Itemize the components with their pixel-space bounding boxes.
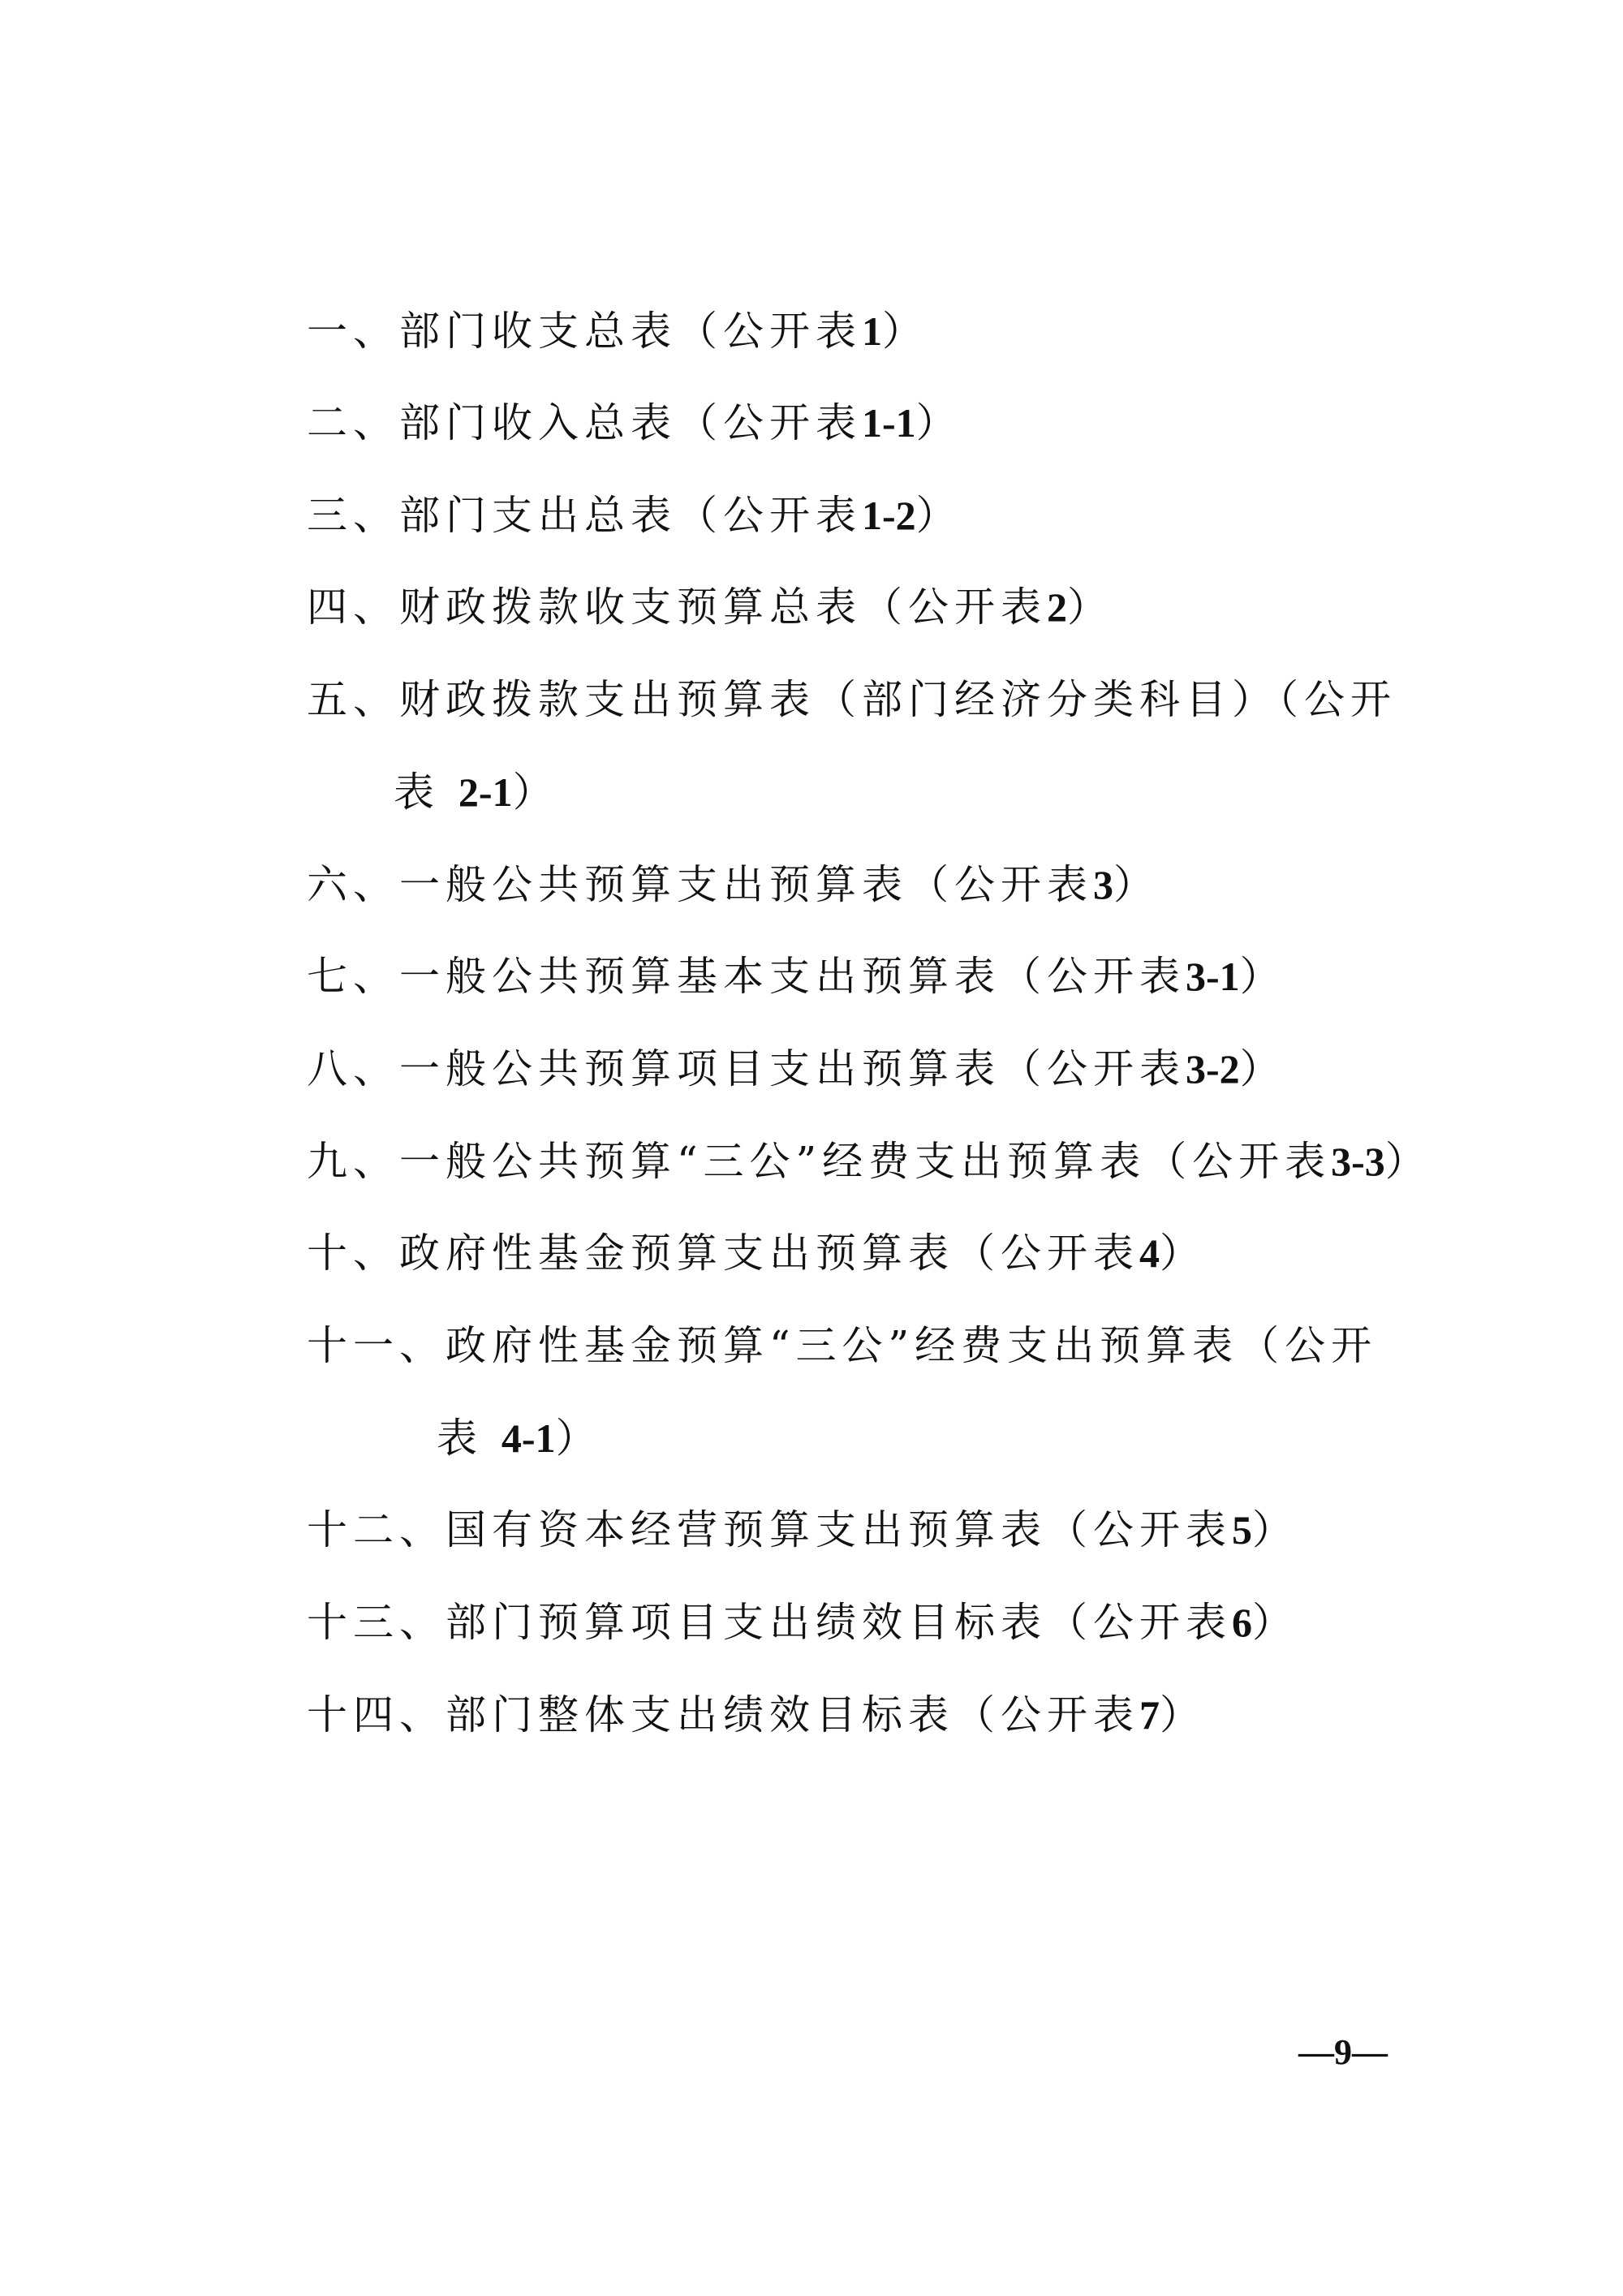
closing-paren: ） — [1160, 1230, 1206, 1277]
toc-item-text: 一、部门收支总表（公开表 — [307, 308, 862, 355]
closing-paren: ） — [1384, 1138, 1431, 1185]
toc-item-2 — [307, 398, 962, 447]
closing-paren: ） — [1160, 1691, 1206, 1738]
closing-paren: ） — [1252, 1506, 1298, 1553]
toc-item-7 — [307, 952, 1286, 1001]
table-number: 3 — [1093, 862, 1113, 907]
toc-item-10 — [307, 1229, 1206, 1277]
closing-paren: ） — [882, 308, 928, 355]
toc-item-6 — [307, 860, 1160, 909]
closing-paren: ） — [1067, 584, 1113, 631]
page-number: —9— — [1298, 2032, 1388, 2072]
toc-item-text: 七、一般公共预算基本支出预算表（公开表 — [307, 953, 1186, 1000]
toc-item-3 — [307, 491, 962, 540]
toc-item-text: 九、一般公共预算“三公”经费支出预算表（公开表 — [307, 1138, 1332, 1185]
table-number: 4-1 — [501, 1415, 556, 1461]
closing-paren: ） — [1252, 1599, 1298, 1646]
toc-item-9 — [307, 1137, 1431, 1186]
toc-item-11 — [307, 1321, 1377, 1370]
table-number: 3-1 — [1186, 954, 1240, 999]
closing-paren: ） — [1113, 861, 1160, 908]
toc-item-5 — [307, 675, 1397, 724]
toc-item-text: 十三、部门预算项目支出绩效目标表（公开表 — [307, 1599, 1232, 1646]
toc-item-text: 十、政府性基金预算支出预算表（公开表 — [307, 1230, 1139, 1277]
table-number: 7 — [1139, 1692, 1160, 1738]
table-number: 6 — [1232, 1600, 1252, 1645]
toc-item-text: 四、财政拨款收支预算总表（公开表 — [307, 584, 1047, 631]
toc-item-text: 二、部门收入总表（公开表 — [307, 399, 862, 446]
table-number: 5 — [1232, 1507, 1252, 1553]
closing-paren: ） — [915, 492, 962, 539]
table-number: 3-3 — [1331, 1139, 1385, 1184]
toc-item-1 — [307, 307, 928, 355]
toc-item-text: 六、一般公共预算支出预算表（公开表 — [307, 861, 1093, 908]
toc-item-5-continuation — [394, 768, 559, 816]
table-number: 1 — [862, 308, 882, 354]
closing-paren: ） — [1239, 953, 1286, 1000]
table-number: 1-2 — [862, 493, 916, 538]
closing-paren: ） — [512, 769, 559, 816]
closing-paren: ） — [1239, 1045, 1286, 1092]
toc-item-13 — [307, 1598, 1298, 1647]
closing-paren: ） — [915, 399, 962, 446]
table-number: 2-1 — [458, 769, 513, 815]
closing-paren: ） — [555, 1415, 602, 1462]
toc-item-14 — [307, 1691, 1206, 1739]
toc-item-12 — [307, 1506, 1298, 1554]
toc-item-11-continuation — [437, 1414, 602, 1462]
toc-item-8 — [307, 1045, 1286, 1093]
toc-item-text: 三、部门支出总表（公开表 — [307, 492, 862, 539]
toc-item-text: 八、一般公共预算项目支出预算表（公开表 — [307, 1045, 1186, 1092]
table-number: 1-1 — [862, 400, 916, 446]
toc-item-4 — [307, 583, 1113, 631]
toc-item-text: 十二、国有资本经营预算支出预算表（公开表 — [307, 1506, 1232, 1553]
toc-item-text: 五、财政拨款支出预算表（部门经济分类科目）（公开 — [307, 676, 1397, 723]
toc-item-text: 十四、部门整体支出绩效目标表（公开表 — [307, 1691, 1139, 1738]
table-number: 2 — [1047, 584, 1067, 630]
table-number: 4 — [1139, 1230, 1160, 1276]
toc-item-continuation-text: 表 — [394, 769, 440, 816]
toc-item-continuation-text: 表 — [437, 1415, 483, 1462]
toc-item-text: 十一、政府性基金预算“三公”经费支出预算表（公开 — [307, 1322, 1378, 1369]
table-number: 3-2 — [1186, 1046, 1240, 1092]
